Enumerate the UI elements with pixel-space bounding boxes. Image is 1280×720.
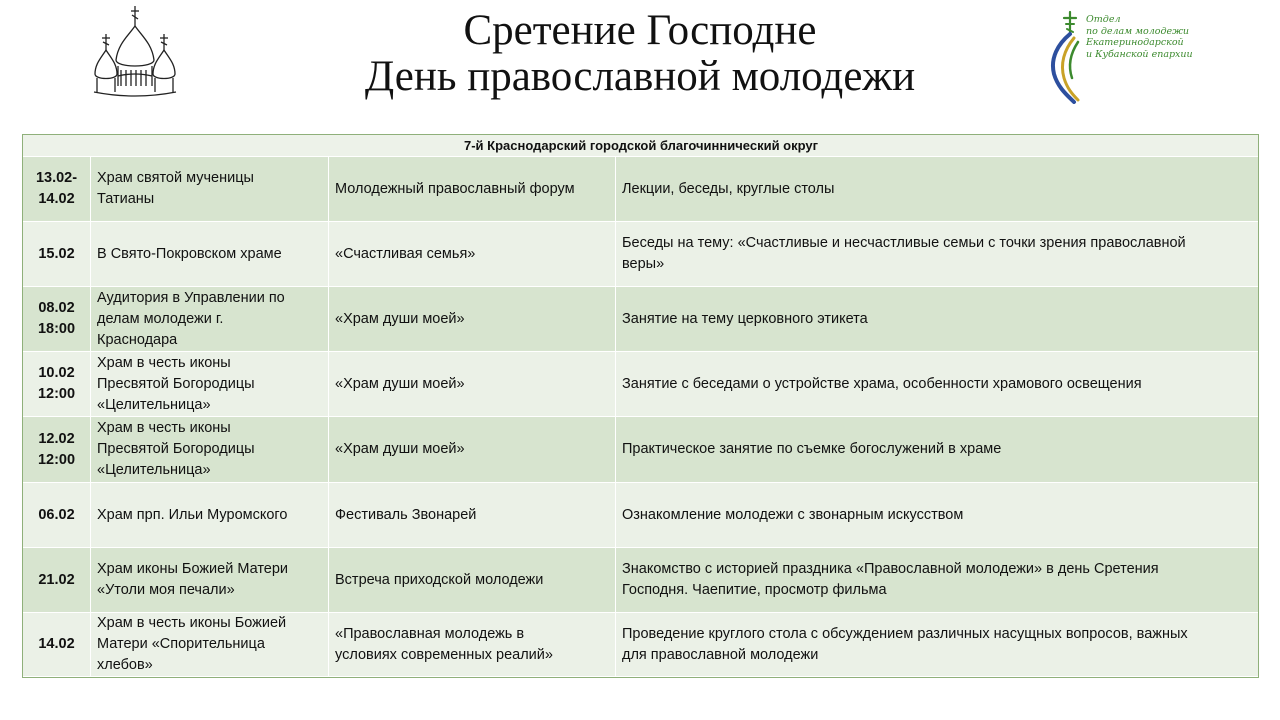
table-caption: 7-й Краснодарский городской благочиннический округ bbox=[23, 135, 1260, 157]
date-cell: 14.02 bbox=[23, 613, 91, 677]
description-cell: Ознакомление молодежи с звонарным искусством bbox=[616, 483, 1260, 548]
place-cell: Храм в честь иконы Пресвятой Богородицы «Целительница» bbox=[91, 352, 329, 417]
place-cell: Храм прп. Ильи Муромского bbox=[91, 483, 329, 548]
table-row bbox=[23, 352, 1260, 417]
title-line-1: Сретение Господне bbox=[463, 7, 817, 54]
description-cell: Беседы на тему: «Счастливые и несчастливые семьи с точки зрения православной веры» bbox=[616, 222, 1260, 287]
event-cell: «Счастливая семья» bbox=[329, 222, 616, 287]
description-cell: Знакомство с историей праздника «Православной молодежи» в день Сретения Господня. Чаепитие, просмотр фильма bbox=[616, 548, 1260, 613]
place-cell: Храм в честь иконы Божией Матери «Спорительница хлебов» bbox=[91, 613, 329, 677]
event-cell: Фестиваль Звонарей bbox=[329, 483, 616, 548]
table-row bbox=[23, 287, 1260, 352]
table-row bbox=[23, 483, 1260, 548]
description-cell: Лекции, беседы, круглые столы bbox=[616, 157, 1260, 222]
event-cell: «Храм души моей» bbox=[329, 287, 616, 352]
date-cell: 15.02 bbox=[23, 222, 91, 287]
date-cell: 06.02 bbox=[23, 483, 91, 548]
page-title bbox=[300, 8, 980, 100]
org-logo-line: Екатеринодарской bbox=[1086, 37, 1184, 48]
org-logo-line: по делам молодежи bbox=[1086, 25, 1190, 37]
event-cell: Молодежный православный форум bbox=[329, 157, 616, 222]
place-cell: В Свято-Покровском храме bbox=[91, 222, 329, 287]
place-cell: Храм святой мученицы Татианы bbox=[91, 157, 329, 222]
date-cell: 08.02 18:00 bbox=[23, 287, 91, 352]
date-cell: 10.02 12:00 bbox=[23, 352, 91, 417]
description-cell: Практическое занятие по съемке богослужений в храме bbox=[616, 417, 1260, 483]
event-cell: «Храм души моей» bbox=[329, 417, 616, 483]
table-row bbox=[23, 613, 1260, 677]
title-line-2: День православной молодежи bbox=[364, 53, 916, 100]
description-cell: Занятие с беседами о устройстве храма, особенности храмового освещения bbox=[616, 352, 1260, 417]
event-cell: «Православная молодежь в условиях современных реалий» bbox=[329, 613, 616, 677]
org-logo-text bbox=[1086, 14, 1196, 60]
place-cell: Храм в честь иконы Пресвятой Богородицы «Целительница» bbox=[91, 417, 329, 483]
description-cell: Проведение круглого стола с обсуждением различных насущных вопросов, важных для православной молодежи bbox=[616, 613, 1260, 677]
table-row bbox=[23, 548, 1260, 613]
place-cell: Аудитория в Управлении по делам молодежи г. Краснодара bbox=[91, 287, 329, 352]
org-logo-line: и Кубанской епархии bbox=[1086, 48, 1193, 60]
event-cell: «Храм души моей» bbox=[329, 352, 616, 417]
table-row bbox=[23, 417, 1260, 483]
date-cell: 21.02 bbox=[23, 548, 91, 613]
description-cell: Занятие на тему церковного этикета bbox=[616, 287, 1260, 352]
date-cell: 13.02- 14.02 bbox=[23, 157, 91, 222]
place-cell: Храм иконы Божией Матери «Утоли моя печали» bbox=[91, 548, 329, 613]
table-row bbox=[23, 222, 1260, 287]
event-cell: Встреча приходской молодежи bbox=[329, 548, 616, 613]
table-header-row bbox=[23, 135, 1260, 157]
church-domes-icon bbox=[88, 4, 186, 100]
table-row bbox=[23, 157, 1260, 222]
org-logo-line: Отдел bbox=[1086, 14, 1121, 25]
date-cell: 12.02 12:00 bbox=[23, 417, 91, 483]
schedule-table bbox=[22, 134, 1260, 677]
